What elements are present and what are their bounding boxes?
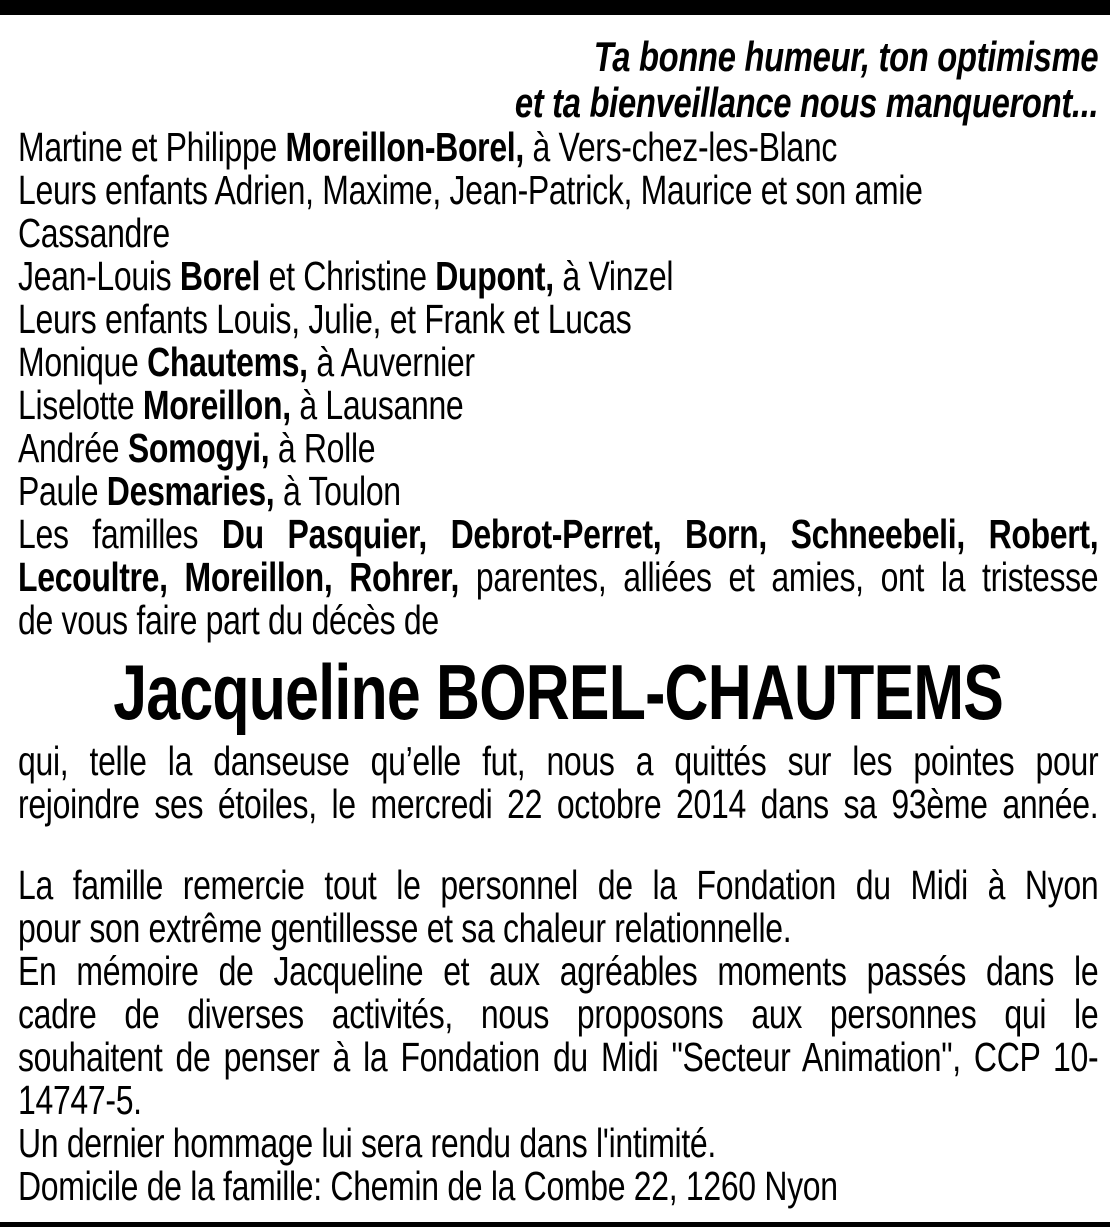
text-line: Cassandre <box>18 210 170 256</box>
memorial-quote <box>18 34 1098 126</box>
text-line: Jean-Louis Borel et Christine Dupont, à Vinzel <box>18 253 674 299</box>
text-line: Leurs enfants Louis, Julie, et Frank et Lucas <box>18 296 632 342</box>
text-line: Martine et Philippe Moreillon-Borel, à Vers-chez-les-Blanc <box>18 124 838 170</box>
text-line: Ta bonne humeur, ton optimisme <box>593 33 1099 80</box>
text-line: rejoindre ses étoiles, le mercredi 22 octobre 2014 dans sa 93ème année. <box>18 781 1099 827</box>
text-line: qui, telle la danseuse qu’elle fut, nous a quittés sur les pointes pour <box>18 738 1099 784</box>
text-line: Liselotte Moreillon, à Lausanne <box>18 382 464 428</box>
text-line: Paule Desmaries, à Toulon <box>18 468 401 514</box>
notice-content <box>18 34 1098 1208</box>
text-line: et ta bienveillance nous manqueront... <box>514 79 1099 126</box>
text-line: cadre de diverses activités, nous proposons aux personnes qui le <box>18 991 1099 1037</box>
text-line: 14747-5. <box>18 1077 142 1123</box>
text-line: Lecoultre, Moreillon, Rohrer, parentes, alliées et amies, ont la tristesse <box>18 554 1099 600</box>
text-line: Monique Chautems, à Auvernier <box>18 339 475 385</box>
text-line: Les familles Du Pasquier, Debrot-Perret, Born, Schneebeli, Robert, <box>18 511 1099 557</box>
deceased-name: Jacqueline BOREL-CHAUTEMS <box>113 648 1004 736</box>
text-line: Andrée Somogyi, à Rolle <box>18 425 376 471</box>
donation-paragraph <box>18 950 1098 1122</box>
bottom-divider <box>0 1222 1110 1227</box>
text-line: Domicile de la famille: Chemin de la Combe 22, 1260 Nyon <box>18 1163 838 1209</box>
text-line: pour son extrême gentillesse et sa chaleur relationnelle. <box>18 905 792 951</box>
text-line: Leurs enfants Adrien, Maxime, Jean-Patrick, Maurice et son amie <box>18 167 923 213</box>
text-line: de vous faire part du décès de <box>18 597 439 643</box>
death-announcement <box>18 740 1098 826</box>
family-list <box>18 126 1098 642</box>
text-line: souhaitent de penser à la Fondation du Midi "Secteur Animation", CCP 10- <box>18 1034 1099 1080</box>
text-line: Un dernier hommage lui sera rendu dans l'intimité. <box>18 1120 716 1166</box>
text-line: La famille remercie tout le personnel de la Fondation du Midi à Nyon <box>18 862 1099 908</box>
acknowledgement-paragraph <box>18 864 1098 950</box>
top-divider <box>0 0 1110 15</box>
closing-lines <box>18 1122 1098 1208</box>
text-line: En mémoire de Jacqueline et aux agréables moments passés dans le <box>18 948 1099 994</box>
